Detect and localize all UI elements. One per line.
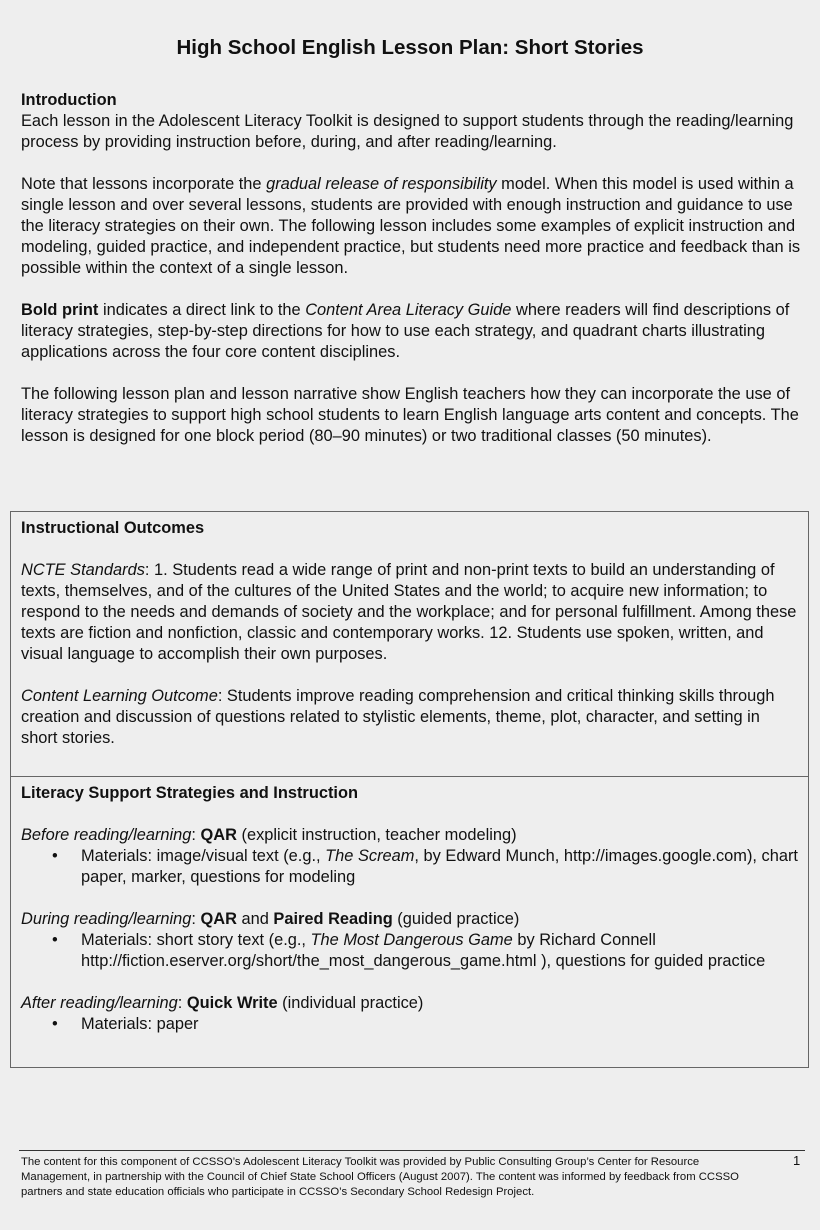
page-title: High School English Lesson Plan: Short Stories [176,36,644,59]
literacy-strategies-box [10,776,809,1068]
strategy-link: QAR [200,826,237,844]
bold-text: Bold print [21,301,99,319]
text-run: : [191,826,201,844]
list-item [21,930,798,972]
clo-text: : Students improve reading comprehension and critical thinking skills through creation and discussion of questions related to stylistic elements, theme, plot, character, and setting in short stories. [21,687,775,747]
emphasis-text: The Scream [325,847,415,865]
text-run: by Richard Connell http://fiction.eserver.org/short/the_most_dangerous_game.html ), questions for guided practice [81,931,766,970]
strategy-link: Paired Reading [273,910,393,928]
text-run: (guided practice) [392,910,520,928]
content-learning-outcome [21,686,798,749]
strategy-link: QAR [200,910,237,928]
during-materials-list [21,930,798,972]
text-run: , by Edward Munch, http://images.google.com), chart paper, marker, questions for modeling [81,847,798,886]
text-run: Note that lessons incorporate the [21,175,267,193]
intro-paragraph-3 [21,300,806,363]
strategies-heading: Literacy Support Strategies and Instruction [21,784,358,802]
before-label: Before reading/learning [21,826,192,844]
after-materials-list [21,1014,798,1035]
emphasis-text: Content Area Literacy Guide [305,301,512,319]
ncte-label: NCTE Standards [21,561,145,579]
text-run: : [177,994,187,1012]
outcomes-heading: Instructional Outcomes [21,519,205,537]
text-run: Materials: short story text (e.g., [81,931,311,949]
intro-paragraph-1: Each lesson in the Adolescent Literacy Toolkit is designed to support students through the reading/learning process by providing instruction before, during, and after reading/learning. [21,112,794,151]
text-run: (individual practice) [277,994,424,1012]
intro-paragraph-2 [21,174,806,279]
text-run: (explicit instruction, teacher modeling) [236,826,517,844]
intro-paragraph-4: The following lesson plan and lesson narrative show English teachers how they can incorporate the use of literacy strategies to support high school students to learn English language arts content and concepts. The lesson is designed for one block period (80–90 minutes) or two traditional classes (50 minutes). [21,385,799,445]
ncte-text: : 1. Students read a wide range of print and non-print texts to build an understanding of texts, themselves, and of the cultures of the United States and the world; to acquire new information; to respond to the needs and demands of society and the workplace; and for personal fulfillment. Among these texts are fiction and nonfiction, classic and contemporary works. 12. Students use spoken, written, and visual language to accomplish their own purposes. [21,561,797,663]
text-run: where readers will find descriptions of literacy strategies, step-by-step directions for how to use each strategy, and quadrant charts illustrating applications across the four core content disciplines. [21,301,790,361]
before-reading-line [21,825,798,846]
text-run: : [191,910,201,928]
text-run: model. When this model is used within a single lesson and over several lessons, students are provided with enough instruction and guidance to use the literacy strategies on their own. The following lesson includes some examples of explicit instruction and modeling, guided practice, and independent practice, but students need more practice and feedback than is possible within the context of a single lesson. [21,175,801,277]
text-run: and [236,910,274,928]
strategy-link: Quick Write [186,994,278,1012]
page-number: 1 [793,1153,801,1168]
ncte-standards [21,560,798,665]
introduction-section [21,90,806,468]
before-materials-list [21,846,798,888]
after-label: After reading/learning [21,994,178,1012]
during-label: During reading/learning [21,910,192,928]
emphasis-text: gradual release of responsibility [266,175,497,193]
list-item [21,846,798,888]
clo-label: Content Learning Outcome [21,687,218,705]
emphasis-text: The Most Dangerous Game [310,931,513,949]
text-run: Materials: image/visual text (e.g., [81,847,326,865]
text-run: indicates a direct link to the [98,301,306,319]
footnote-text: The content for this component of CCSSO’s Adolescent Literacy Toolkit was provided by Public Consulting Group’s Center for Resource Management, in partnership with the Council of Chief State School Officers (August 2007). The content was informed by feedback from CCSSO partners and state education officials who participate in CCSSO’s Secondary School Redesign Project. [21,1156,739,1198]
introduction-heading: Introduction [21,91,117,109]
after-reading-line [21,993,798,1014]
instructional-outcomes-box [10,511,809,777]
list-item: • Materials: paper [21,1014,798,1035]
footnote-divider [19,1150,805,1151]
during-reading-line [21,909,798,930]
